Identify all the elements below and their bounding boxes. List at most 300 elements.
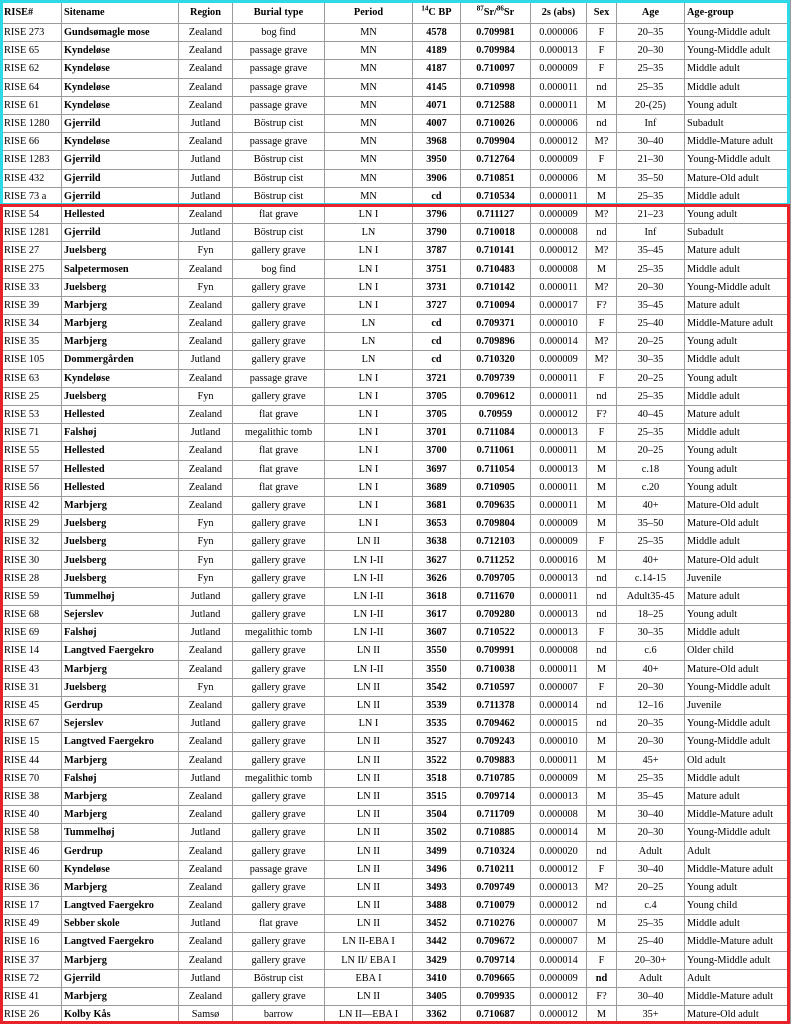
cell-age-group: Young-Middle adult xyxy=(685,951,791,969)
cell-age: 25–35 xyxy=(617,533,685,551)
cell-age: 20–35 xyxy=(617,24,685,42)
cell-c14-bp: 3535 xyxy=(413,715,461,733)
table-row xyxy=(2,114,791,132)
cell-period: LN II xyxy=(325,533,413,551)
table-row xyxy=(2,715,791,733)
table-row xyxy=(2,315,791,333)
cell-sex: nd xyxy=(587,78,617,96)
cell-age-group: Middle adult xyxy=(685,60,791,78)
cell-c14-bp: 3700 xyxy=(413,442,461,460)
cell-sr-ratio: 0.710851 xyxy=(461,169,531,187)
cell-sr-ratio: 0.709749 xyxy=(461,878,531,896)
cell-rise: RISE 39 xyxy=(2,296,62,314)
cell-sitename: Marbjerg xyxy=(62,878,179,896)
cell-burial-type: passage grave xyxy=(233,60,325,78)
cell-burial-type: passage grave xyxy=(233,369,325,387)
cell-age: 40+ xyxy=(617,551,685,569)
cell-age: c.18 xyxy=(617,460,685,478)
cell-period: LN II xyxy=(325,860,413,878)
cell-age: 40–45 xyxy=(617,405,685,423)
cell-burial-type: gallery grave xyxy=(233,733,325,751)
cell-error: 0.000013 xyxy=(531,787,587,805)
table-row xyxy=(2,987,791,1005)
cell-region: Jutland xyxy=(179,715,233,733)
cell-sex: nd xyxy=(587,569,617,587)
cell-error: 0.000013 xyxy=(531,424,587,442)
table-row xyxy=(2,915,791,933)
cell-sitename: Gjerrild xyxy=(62,169,179,187)
table-row xyxy=(2,205,791,223)
cell-c14-bp: 3751 xyxy=(413,260,461,278)
cell-age: 25–35 xyxy=(617,78,685,96)
cell-error: 0.000014 xyxy=(531,333,587,351)
cell-age: 30–35 xyxy=(617,351,685,369)
cell-rise: RISE 57 xyxy=(2,460,62,478)
cell-age: 25–35 xyxy=(617,915,685,933)
cell-sex: nd xyxy=(587,842,617,860)
cell-period: LN I xyxy=(325,369,413,387)
cell-sex: nd xyxy=(587,642,617,660)
cell-c14-bp: 3617 xyxy=(413,606,461,624)
cell-age: c.6 xyxy=(617,642,685,660)
cell-sex: M xyxy=(587,1006,617,1024)
cell-sitename: Langtved Faergekro xyxy=(62,733,179,751)
cell-rise: RISE 1281 xyxy=(2,224,62,242)
cell-burial-type: megalithic tomb xyxy=(233,424,325,442)
cell-sr-ratio: 0.709371 xyxy=(461,315,531,333)
cell-burial-type: gallery grave xyxy=(233,787,325,805)
cell-age-group: Middle adult xyxy=(685,387,791,405)
cell-age: 25–35 xyxy=(617,60,685,78)
cell-period: LN II xyxy=(325,824,413,842)
cell-burial-type: flat grave xyxy=(233,405,325,423)
cell-error: 0.000010 xyxy=(531,733,587,751)
cell-age: 20–30 xyxy=(617,678,685,696)
cell-c14-bp: 4145 xyxy=(413,78,461,96)
table-row xyxy=(2,478,791,496)
cell-region: Zealand xyxy=(179,642,233,660)
cell-region: Jutland xyxy=(179,424,233,442)
cell-error: 0.000007 xyxy=(531,933,587,951)
cell-rise: RISE 58 xyxy=(2,824,62,842)
table-row xyxy=(2,333,791,351)
cell-period: LN xyxy=(325,315,413,333)
cell-error: 0.000009 xyxy=(531,351,587,369)
cell-burial-type: gallery grave xyxy=(233,515,325,533)
cell-region: Zealand xyxy=(179,296,233,314)
cell-sitename: Marbjerg xyxy=(62,296,179,314)
cell-error: 0.000012 xyxy=(531,987,587,1005)
cell-period: LN II xyxy=(325,878,413,896)
table-row xyxy=(2,533,791,551)
cell-period: LN I xyxy=(325,260,413,278)
cell-age: 30–40 xyxy=(617,860,685,878)
cell-sex: nd xyxy=(587,715,617,733)
cell-rise: RISE 69 xyxy=(2,624,62,642)
cell-sitename: Hellested xyxy=(62,205,179,223)
cell-burial-type: flat grave xyxy=(233,205,325,223)
cell-error: 0.000006 xyxy=(531,114,587,132)
cell-sr-ratio: 0.710885 xyxy=(461,824,531,842)
cell-age: 20–25 xyxy=(617,333,685,351)
cell-burial-type: Böstrup cist xyxy=(233,114,325,132)
cell-rise: RISE 42 xyxy=(2,496,62,514)
cell-period: LN II xyxy=(325,897,413,915)
cell-error: 0.000009 xyxy=(531,969,587,987)
cell-age: 30–40 xyxy=(617,133,685,151)
cell-burial-type: passage grave xyxy=(233,96,325,114)
cell-region: Zealand xyxy=(179,133,233,151)
cell-period: LN I-II xyxy=(325,551,413,569)
cell-error: 0.000013 xyxy=(531,878,587,896)
cell-sitename: Juelsberg xyxy=(62,242,179,260)
cell-error: 0.000014 xyxy=(531,951,587,969)
cell-error: 0.000008 xyxy=(531,806,587,824)
cell-sex: M xyxy=(587,915,617,933)
cell-age-group: Mature-Old adult xyxy=(685,169,791,187)
cell-c14-bp: 3542 xyxy=(413,678,461,696)
cell-sitename: Juelsberg xyxy=(62,387,179,405)
cell-error: 0.000013 xyxy=(531,460,587,478)
cell-sex: nd xyxy=(587,387,617,405)
cell-burial-type: gallery grave xyxy=(233,751,325,769)
cell-rise: RISE 40 xyxy=(2,806,62,824)
cell-age: 20–25 xyxy=(617,369,685,387)
cell-c14-bp: 3681 xyxy=(413,496,461,514)
sr86-superscript: 86 xyxy=(496,4,504,13)
cell-burial-type: gallery grave xyxy=(233,678,325,696)
cell-age: 30–35 xyxy=(617,624,685,642)
cell-age: 35–50 xyxy=(617,515,685,533)
cell-sitename: Kyndeløse xyxy=(62,133,179,151)
cell-sr-ratio: 0.710534 xyxy=(461,187,531,205)
cell-region: Zealand xyxy=(179,478,233,496)
cell-age-group: Middle adult xyxy=(685,915,791,933)
cell-burial-type: gallery grave xyxy=(233,587,325,605)
cell-c14-bp: 4007 xyxy=(413,114,461,132)
cell-sex: F xyxy=(587,533,617,551)
cell-sex: M xyxy=(587,169,617,187)
cell-sex: M xyxy=(587,460,617,478)
cell-period: LN I-II xyxy=(325,660,413,678)
cell-region: Jutland xyxy=(179,114,233,132)
cell-burial-type: gallery grave xyxy=(233,660,325,678)
cell-burial-type: barrow xyxy=(233,1006,325,1024)
cell-period: LN I-II xyxy=(325,569,413,587)
cell-burial-type: gallery grave xyxy=(233,606,325,624)
cell-age: 20–30 xyxy=(617,278,685,296)
cell-sitename: Gerdrup xyxy=(62,696,179,714)
cell-region: Zealand xyxy=(179,260,233,278)
cell-sitename: Gjerrild xyxy=(62,114,179,132)
table-row xyxy=(2,569,791,587)
cell-c14-bp: 3488 xyxy=(413,897,461,915)
cell-burial-type: gallery grave xyxy=(233,642,325,660)
cell-age-group: Mature-Old adult xyxy=(685,1006,791,1024)
cell-burial-type: gallery grave xyxy=(233,296,325,314)
cell-error: 0.000009 xyxy=(531,769,587,787)
cell-error: 0.000013 xyxy=(531,606,587,624)
cell-sex: F xyxy=(587,60,617,78)
col-header-age: Age xyxy=(617,1,685,24)
cell-c14-bp: 4071 xyxy=(413,96,461,114)
cell-sr-ratio: 0.710142 xyxy=(461,278,531,296)
cell-rise: RISE 273 xyxy=(2,24,62,42)
cell-age: 25–35 xyxy=(617,187,685,205)
cell-age-group: Young adult xyxy=(685,205,791,223)
cell-sr-ratio: 0.711709 xyxy=(461,806,531,824)
table-row xyxy=(2,878,791,896)
cell-sex: M? xyxy=(587,333,617,351)
col-header-age-group: Age-group xyxy=(685,1,791,24)
cell-sitename: Juelsberg xyxy=(62,278,179,296)
cell-rise: RISE 37 xyxy=(2,951,62,969)
cell-sr-ratio: 0.710211 xyxy=(461,860,531,878)
cell-sex: F xyxy=(587,678,617,696)
cell-age-group: Middle adult xyxy=(685,260,791,278)
table-row xyxy=(2,787,791,805)
cell-sex: M xyxy=(587,751,617,769)
cell-region: Fyn xyxy=(179,278,233,296)
cell-rise: RISE 14 xyxy=(2,642,62,660)
cell-age-group: Middle adult xyxy=(685,187,791,205)
cell-sr-ratio: 0.709672 xyxy=(461,933,531,951)
cell-age: 35–45 xyxy=(617,787,685,805)
cell-sex: M xyxy=(587,515,617,533)
cell-sitename: Dommergården xyxy=(62,351,179,369)
cell-sex: M xyxy=(587,787,617,805)
cell-sex: nd xyxy=(587,587,617,605)
cell-burial-type: bog find xyxy=(233,260,325,278)
cell-period: MN xyxy=(325,133,413,151)
cell-c14-bp: cd xyxy=(413,333,461,351)
cell-c14-bp: 3618 xyxy=(413,587,461,605)
cell-rise: RISE 46 xyxy=(2,842,62,860)
cell-error: 0.000007 xyxy=(531,915,587,933)
cell-period: LN I xyxy=(325,278,413,296)
c14-label: C BP xyxy=(428,6,452,18)
cell-region: Fyn xyxy=(179,242,233,260)
cell-period: MN xyxy=(325,114,413,132)
cell-period: LN II xyxy=(325,678,413,696)
cell-c14-bp: 3452 xyxy=(413,915,461,933)
cell-sr-ratio: 0.711670 xyxy=(461,587,531,605)
cell-error: 0.000011 xyxy=(531,369,587,387)
cell-sex: F? xyxy=(587,296,617,314)
header-row xyxy=(2,1,791,24)
cell-sr-ratio: 0.709714 xyxy=(461,951,531,969)
cell-period: LN II xyxy=(325,806,413,824)
cell-age-group: Middle-Mature adult xyxy=(685,987,791,1005)
cell-age-group: Mature adult xyxy=(685,405,791,423)
cell-period: MN xyxy=(325,42,413,60)
cell-burial-type: gallery grave xyxy=(233,897,325,915)
cell-sex: nd xyxy=(587,606,617,624)
cell-period: MN xyxy=(325,60,413,78)
cell-period: LN I xyxy=(325,405,413,423)
cell-sitename: Falshøj xyxy=(62,424,179,442)
cell-region: Zealand xyxy=(179,751,233,769)
cell-region: Jutland xyxy=(179,351,233,369)
cell-period: LN II xyxy=(325,842,413,860)
cell-sr-ratio: 0.711084 xyxy=(461,424,531,442)
cell-sitename: Gjerrild xyxy=(62,151,179,169)
cell-age-group: Mature-Old adult xyxy=(685,515,791,533)
col-header-region: Region xyxy=(179,1,233,24)
table-row xyxy=(2,606,791,624)
cell-period: LN I-II xyxy=(325,606,413,624)
cell-sex: F? xyxy=(587,405,617,423)
cell-sitename: Langtved Faergekro xyxy=(62,933,179,951)
cell-rise: RISE 32 xyxy=(2,533,62,551)
cell-sitename: Marbjerg xyxy=(62,660,179,678)
cell-age-group: Middle adult xyxy=(685,351,791,369)
cell-region: Fyn xyxy=(179,678,233,696)
cell-age: 25–35 xyxy=(617,387,685,405)
cell-sitename: Marbjerg xyxy=(62,987,179,1005)
cell-sex: F xyxy=(587,151,617,169)
cell-sex: M? xyxy=(587,351,617,369)
cell-period: LN I xyxy=(325,242,413,260)
cell-sitename: Marbjerg xyxy=(62,496,179,514)
cell-sitename: Hellested xyxy=(62,478,179,496)
cell-error: 0.000010 xyxy=(531,315,587,333)
cell-burial-type: passage grave xyxy=(233,860,325,878)
cell-region: Zealand xyxy=(179,860,233,878)
cell-c14-bp: 3499 xyxy=(413,842,461,860)
cell-age-group: Middle-Mature adult xyxy=(685,933,791,951)
cell-sr-ratio: 0.711061 xyxy=(461,442,531,460)
cell-rise: RISE 35 xyxy=(2,333,62,351)
cell-period: LN II xyxy=(325,751,413,769)
cell-region: Zealand xyxy=(179,787,233,805)
cell-burial-type: gallery grave xyxy=(233,933,325,951)
cell-c14-bp: 3906 xyxy=(413,169,461,187)
cell-age-group: Subadult xyxy=(685,224,791,242)
table-row xyxy=(2,824,791,842)
cell-age-group: Middle adult xyxy=(685,624,791,642)
cell-sitename: Marbjerg xyxy=(62,315,179,333)
cell-age: 18–25 xyxy=(617,606,685,624)
cell-rise: RISE 64 xyxy=(2,78,62,96)
cell-region: Zealand xyxy=(179,733,233,751)
cell-sitename: Sebber skole xyxy=(62,915,179,933)
cell-error: 0.000012 xyxy=(531,133,587,151)
cell-sr-ratio: 0.712588 xyxy=(461,96,531,114)
cell-error: 0.000012 xyxy=(531,405,587,423)
table-row xyxy=(2,624,791,642)
cell-burial-type: flat grave xyxy=(233,442,325,460)
cell-sitename: Marbjerg xyxy=(62,787,179,805)
cell-rise: RISE 29 xyxy=(2,515,62,533)
cell-age-group: Middle adult xyxy=(685,769,791,787)
cell-c14-bp: cd xyxy=(413,315,461,333)
cell-sr-ratio: 0.710597 xyxy=(461,678,531,696)
cell-sitename: Marbjerg xyxy=(62,806,179,824)
cell-age: 20–30 xyxy=(617,733,685,751)
table-row xyxy=(2,733,791,751)
cell-sr-ratio: 0.709991 xyxy=(461,642,531,660)
table-row xyxy=(2,242,791,260)
cell-burial-type: flat grave xyxy=(233,460,325,478)
cell-region: Jutland xyxy=(179,169,233,187)
cell-sex: nd xyxy=(587,114,617,132)
cell-period: LN II-EBA I xyxy=(325,933,413,951)
cell-error: 0.000009 xyxy=(531,205,587,223)
cell-sr-ratio: 0.709904 xyxy=(461,133,531,151)
cell-sex: nd xyxy=(587,897,617,915)
cell-age-group: Young adult xyxy=(685,478,791,496)
cell-age-group: Mature-Old adult xyxy=(685,551,791,569)
cell-sr-ratio: 0.710324 xyxy=(461,842,531,860)
cell-age: c.4 xyxy=(617,897,685,915)
cell-period: EBA I xyxy=(325,969,413,987)
cell-c14-bp: 3515 xyxy=(413,787,461,805)
cell-c14-bp: 3721 xyxy=(413,369,461,387)
cell-error: 0.000011 xyxy=(531,78,587,96)
cell-sitename: Falshøj xyxy=(62,624,179,642)
cell-age-group: Middle-Mature adult xyxy=(685,133,791,151)
cell-rise: RISE 56 xyxy=(2,478,62,496)
cell-sex: F xyxy=(587,860,617,878)
cell-burial-type: Böstrup cist xyxy=(233,169,325,187)
cell-region: Fyn xyxy=(179,569,233,587)
table-row xyxy=(2,60,791,78)
cell-error: 0.000008 xyxy=(531,642,587,660)
cell-region: Zealand xyxy=(179,878,233,896)
cell-age: Adult xyxy=(617,842,685,860)
cell-sr-ratio: 0.710522 xyxy=(461,624,531,642)
cell-error: 0.000009 xyxy=(531,515,587,533)
cell-burial-type: gallery grave xyxy=(233,715,325,733)
cell-sex: F xyxy=(587,424,617,442)
c14-superscript: 14 xyxy=(421,4,429,13)
cell-sitename: Gjerrild xyxy=(62,187,179,205)
cell-error: 0.000013 xyxy=(531,624,587,642)
cell-sex: F? xyxy=(587,987,617,1005)
cell-age-group: Young-Middle adult xyxy=(685,42,791,60)
cell-c14-bp: 3502 xyxy=(413,824,461,842)
cell-c14-bp: 3429 xyxy=(413,951,461,969)
cell-region: Jutland xyxy=(179,769,233,787)
table-row xyxy=(2,351,791,369)
cell-period: LN I-II xyxy=(325,587,413,605)
table-row xyxy=(2,496,791,514)
cell-rise: RISE 45 xyxy=(2,696,62,714)
col-header-period: Period xyxy=(325,1,413,24)
cell-sex: M xyxy=(587,769,617,787)
table-row xyxy=(2,969,791,987)
cell-c14-bp: 3705 xyxy=(413,405,461,423)
cell-sitename: Gerdrup xyxy=(62,842,179,860)
cell-sitename: Kolby Kås xyxy=(62,1006,179,1024)
cell-sitename: Tummelhøj xyxy=(62,824,179,842)
cell-sex: M? xyxy=(587,205,617,223)
cell-c14-bp: 3362 xyxy=(413,1006,461,1024)
cell-rise: RISE 34 xyxy=(2,315,62,333)
cell-c14-bp: cd xyxy=(413,351,461,369)
cell-rise: RISE 26 xyxy=(2,1006,62,1024)
cell-rise: RISE 25 xyxy=(2,387,62,405)
table-row xyxy=(2,897,791,915)
cell-age-group: Mature-Old adult xyxy=(685,496,791,514)
cell-age-group: Young-Middle adult xyxy=(685,715,791,733)
cell-burial-type: megalithic tomb xyxy=(233,769,325,787)
cell-c14-bp: 3410 xyxy=(413,969,461,987)
cell-burial-type: gallery grave xyxy=(233,842,325,860)
cell-region: Zealand xyxy=(179,442,233,460)
col-header-c14 xyxy=(413,1,461,24)
